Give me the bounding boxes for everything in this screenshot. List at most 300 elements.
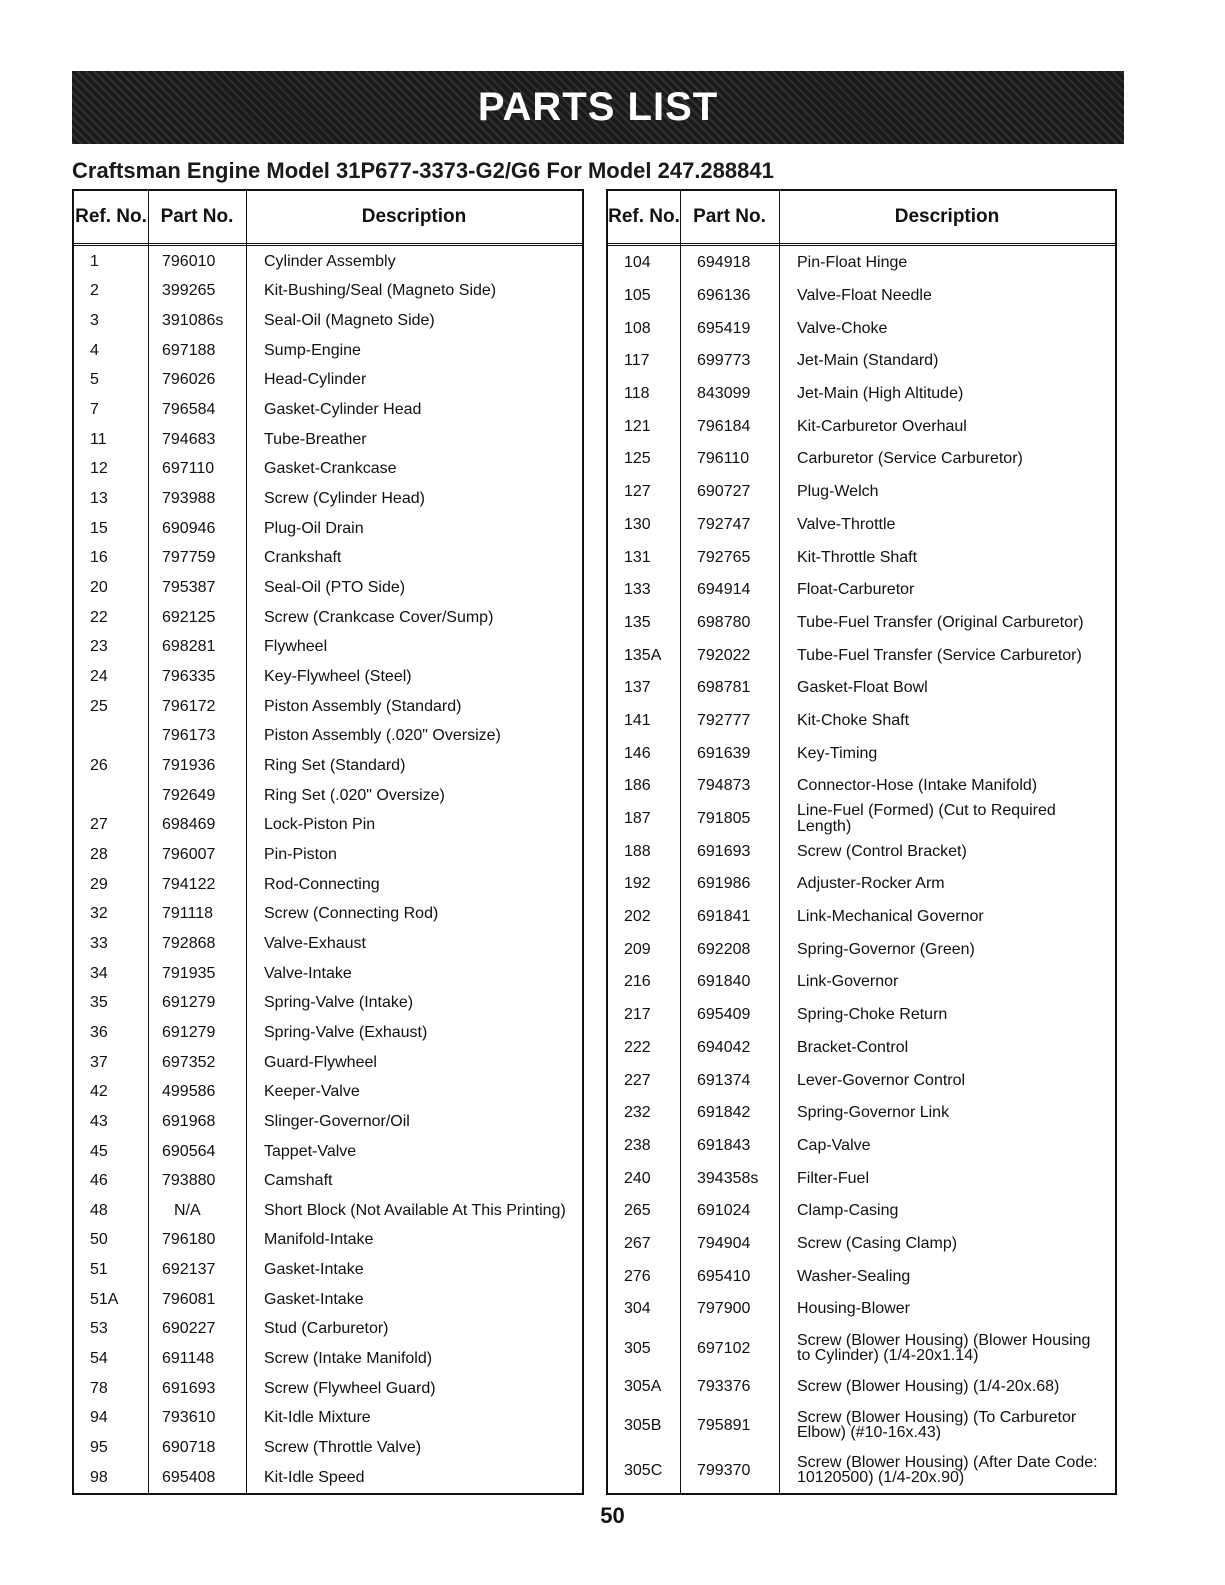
ref-cell: 125 bbox=[624, 450, 651, 468]
table-row bbox=[74, 548, 582, 568]
part-no-cell: 695409 bbox=[697, 1006, 751, 1024]
part-no-cell: 698780 bbox=[697, 613, 751, 631]
description-cell: Kit-Choke Shaft bbox=[797, 711, 910, 729]
table-row bbox=[608, 1169, 1115, 1189]
ref-cell: 45 bbox=[90, 1142, 108, 1160]
part-no-cell: 793988 bbox=[162, 490, 216, 508]
table-row bbox=[608, 776, 1115, 796]
part-no-cell: 499586 bbox=[162, 1083, 216, 1101]
part-no-cell: 694914 bbox=[697, 581, 751, 599]
table-row bbox=[74, 281, 582, 301]
part-no-cell: 691024 bbox=[697, 1202, 751, 1220]
table-row bbox=[74, 964, 582, 984]
description-cell: Gasket-Float Bowl bbox=[797, 679, 928, 697]
description-cell: Carburetor (Service Carburetor) bbox=[797, 450, 1023, 468]
part-no-cell: 696136 bbox=[697, 287, 751, 305]
part-no-cell: 394358s bbox=[697, 1169, 759, 1187]
ref-cell: 32 bbox=[90, 905, 108, 923]
part-no-cell: 792777 bbox=[697, 711, 751, 729]
ref-cell: 216 bbox=[624, 973, 651, 991]
table-row bbox=[608, 1005, 1115, 1025]
ref-cell: 48 bbox=[90, 1201, 108, 1219]
description-cell: Kit-Idle Speed bbox=[264, 1468, 365, 1486]
table-row bbox=[608, 1038, 1115, 1058]
part-no-cell: 796184 bbox=[697, 417, 751, 435]
table-row bbox=[74, 637, 582, 657]
description-cell: Valve-Choke bbox=[797, 319, 888, 337]
ref-cell: 192 bbox=[624, 875, 651, 893]
ref-cell: 1 bbox=[90, 252, 99, 270]
part-no-cell: 691693 bbox=[162, 1379, 216, 1397]
table-row bbox=[608, 1103, 1115, 1123]
description-cell: Rod-Connecting bbox=[264, 875, 380, 893]
description-cell: Float-Carburetor bbox=[797, 581, 915, 599]
table-row bbox=[74, 1230, 582, 1250]
ref-cell: 29 bbox=[90, 875, 108, 893]
ref-cell: 23 bbox=[90, 638, 108, 656]
ref-cell: 24 bbox=[90, 668, 108, 686]
ref-cell: 305B bbox=[624, 1416, 662, 1434]
part-no-cell: 796172 bbox=[162, 697, 216, 715]
ref-cell: 53 bbox=[90, 1320, 108, 1338]
table-row bbox=[74, 1053, 582, 1073]
description-cell: Screw (Throttle Valve) bbox=[264, 1439, 422, 1457]
description-cell: Jet-Main (High Altitude) bbox=[797, 385, 964, 403]
description-cell: Screw (Casing Clamp) bbox=[797, 1234, 958, 1252]
description-cell: Screw (Connecting Rod) bbox=[264, 905, 439, 923]
table-row bbox=[608, 580, 1115, 600]
ref-cell: 127 bbox=[624, 483, 651, 501]
ref-cell: 305 bbox=[624, 1339, 651, 1357]
ref-cell: 4 bbox=[90, 341, 99, 359]
description-cell: Cap-Valve bbox=[797, 1136, 871, 1154]
table-row bbox=[608, 1299, 1115, 1319]
part-no-cell: 690946 bbox=[162, 519, 216, 537]
table-row bbox=[74, 726, 582, 746]
description-cell: Gasket-Crankcase bbox=[264, 460, 397, 478]
part-no-cell: 794683 bbox=[162, 430, 216, 448]
description-cell: Key-Flywheel (Steel) bbox=[264, 668, 412, 686]
ref-cell: 13 bbox=[90, 490, 108, 508]
page-number: 50 bbox=[600, 1503, 625, 1528]
ref-cell: 94 bbox=[90, 1409, 108, 1427]
table-row bbox=[608, 1332, 1115, 1364]
description-cell: Gasket-Intake bbox=[264, 1261, 364, 1279]
ref-cell: 118 bbox=[624, 385, 650, 403]
table-row bbox=[608, 384, 1115, 404]
table-row bbox=[74, 904, 582, 924]
ref-cell: 187 bbox=[624, 810, 651, 828]
ref-cell: 104 bbox=[624, 254, 651, 272]
part-no-cell: 843099 bbox=[697, 385, 751, 403]
part-no-cell: 793610 bbox=[162, 1409, 216, 1427]
table-row bbox=[608, 351, 1115, 371]
part-no-cell: 692125 bbox=[162, 608, 216, 626]
table-body-left bbox=[74, 247, 582, 1493]
table-row bbox=[608, 548, 1115, 568]
header-part-no: Part No. bbox=[160, 206, 234, 227]
description-cell: Adjuster-Rocker Arm bbox=[797, 875, 945, 893]
table-row bbox=[74, 667, 582, 687]
table-row bbox=[74, 1349, 582, 1369]
part-no-cell: 791118 bbox=[162, 905, 214, 923]
description-cell: Spring-Choke Return bbox=[797, 1006, 948, 1024]
table-row bbox=[74, 311, 582, 331]
description-cell: Connector-Hose (Intake Manifold) bbox=[797, 777, 1038, 795]
description-cell: Spring-Governor Link bbox=[797, 1104, 950, 1122]
parts-table-right bbox=[606, 189, 1117, 1495]
ref-cell: 42 bbox=[90, 1083, 108, 1101]
description-cell: Lever-Governor Control bbox=[797, 1071, 966, 1089]
ref-cell: 11 bbox=[90, 430, 107, 448]
part-no-cell: 796081 bbox=[162, 1290, 216, 1308]
table-row bbox=[74, 993, 582, 1013]
table-row bbox=[74, 1112, 582, 1132]
table-row bbox=[608, 842, 1115, 862]
ref-cell: 217 bbox=[624, 1006, 651, 1024]
table-row bbox=[608, 874, 1115, 894]
description-cell: Screw (Blower Housing) (To Carburetor Elbow) (#10-16x.43) bbox=[797, 1409, 1077, 1442]
part-no-cell: 793880 bbox=[162, 1172, 216, 1190]
header-description: Description bbox=[894, 206, 1000, 227]
part-no-cell: 697188 bbox=[162, 341, 216, 359]
part-no-cell: 797900 bbox=[697, 1300, 751, 1318]
ref-cell: 27 bbox=[90, 816, 108, 834]
table-row bbox=[74, 1171, 582, 1191]
description-cell: Short Block (Not Available At This Printing) bbox=[264, 1201, 566, 1219]
table-body-right bbox=[608, 247, 1115, 1493]
table-row bbox=[74, 845, 582, 865]
ref-cell: 137 bbox=[624, 679, 651, 697]
description-cell: Screw (Cylinder Head) bbox=[264, 490, 425, 508]
ref-cell: 305C bbox=[624, 1461, 663, 1479]
description-cell: Kit-Carburetor Overhaul bbox=[797, 417, 967, 435]
table-row bbox=[74, 815, 582, 835]
ref-cell: 2 bbox=[90, 282, 99, 300]
part-no-cell: 792868 bbox=[162, 934, 216, 952]
part-no-cell: 690718 bbox=[162, 1439, 216, 1457]
table-row bbox=[608, 1377, 1115, 1397]
part-no-cell: 697102 bbox=[697, 1339, 751, 1357]
description-cell: Valve-Throttle bbox=[797, 515, 896, 533]
table-header bbox=[608, 191, 1115, 246]
part-no-cell: 796335 bbox=[162, 668, 216, 686]
table-row bbox=[74, 341, 582, 361]
description-cell: Washer-Sealing bbox=[797, 1267, 911, 1285]
parts-table-left bbox=[72, 189, 584, 1495]
parts-list-banner bbox=[72, 71, 1124, 144]
description-cell: Bracket-Control bbox=[797, 1038, 909, 1056]
table-row bbox=[608, 678, 1115, 698]
ref-cell: 238 bbox=[624, 1136, 651, 1154]
table-row bbox=[74, 1379, 582, 1399]
part-no-cell: 697110 bbox=[162, 460, 215, 478]
part-no-cell: 399265 bbox=[162, 282, 216, 300]
ref-cell: 267 bbox=[624, 1234, 651, 1252]
ref-cell: 135 bbox=[624, 613, 651, 631]
header-ref-no: Ref. No. bbox=[608, 206, 680, 227]
description-cell: Sump-Engine bbox=[264, 341, 361, 359]
description-cell: Valve-Float Needle bbox=[797, 287, 932, 305]
part-no-cell: 691986 bbox=[697, 875, 751, 893]
description-cell: Screw (Crankcase Cover/Sump) bbox=[264, 608, 494, 626]
description-cell: Camshaft bbox=[264, 1172, 333, 1190]
description-cell: Kit-Bushing/Seal (Magneto Side) bbox=[264, 282, 497, 300]
description-cell: Stud (Carburetor) bbox=[264, 1320, 389, 1338]
ref-cell: 130 bbox=[624, 515, 651, 533]
part-no-cell: 791936 bbox=[162, 756, 216, 774]
description-cell: Crankshaft bbox=[264, 549, 342, 567]
description-cell: Filter-Fuel bbox=[797, 1169, 870, 1187]
part-no-cell: 796010 bbox=[162, 252, 216, 270]
ref-cell: 46 bbox=[90, 1172, 108, 1190]
description-cell: Jet-Main (Standard) bbox=[797, 352, 939, 370]
table-row bbox=[608, 802, 1115, 836]
table-row bbox=[74, 430, 582, 450]
description-cell: Link-Mechanical Governor bbox=[797, 908, 984, 926]
part-no-cell: 691968 bbox=[162, 1112, 216, 1130]
description-cell: Screw (Blower Housing) (Blower Housing to Cylinder) (1/4-20x1.14) bbox=[797, 1332, 1091, 1365]
ref-cell: 15 bbox=[90, 519, 108, 537]
description-cell: Flywheel bbox=[264, 638, 328, 656]
table-row bbox=[74, 519, 582, 539]
ref-cell: 117 bbox=[624, 352, 650, 370]
description-cell: Lock-Piston Pin bbox=[264, 816, 376, 834]
ref-cell: 54 bbox=[90, 1350, 108, 1368]
ref-cell: 227 bbox=[624, 1071, 651, 1089]
description-cell: Gasket-Cylinder Head bbox=[264, 401, 422, 419]
part-no-cell: 795891 bbox=[697, 1416, 751, 1434]
description-cell: Tube-Fuel Transfer (Service Carburetor) bbox=[797, 646, 1082, 664]
part-no-cell: 796026 bbox=[162, 371, 216, 389]
part-no-cell: 391086s bbox=[162, 312, 224, 330]
ref-cell: 20 bbox=[90, 579, 108, 597]
ref-cell: 305A bbox=[624, 1377, 662, 1395]
ref-cell: 141 bbox=[624, 711, 651, 729]
table-row bbox=[608, 253, 1115, 273]
part-no-cell: 691693 bbox=[697, 842, 751, 860]
ref-cell: 34 bbox=[90, 964, 108, 982]
description-cell: Tube-Fuel Transfer (Original Carburetor) bbox=[797, 613, 1084, 631]
part-no-cell: 690564 bbox=[162, 1142, 216, 1160]
header-ref-no: Ref. No. bbox=[75, 206, 147, 227]
description-cell: Kit-Throttle Shaft bbox=[797, 548, 918, 566]
part-no-cell: 690727 bbox=[697, 483, 751, 501]
description-cell: Piston Assembly (Standard) bbox=[264, 697, 462, 715]
table-row bbox=[74, 608, 582, 628]
ref-cell: 7 bbox=[90, 401, 99, 419]
table-row bbox=[74, 459, 582, 479]
part-no-cell: 691148 bbox=[162, 1350, 215, 1368]
part-no-cell: 695419 bbox=[697, 319, 751, 337]
part-no-cell: 692137 bbox=[162, 1261, 216, 1279]
table-row bbox=[608, 482, 1115, 502]
ref-cell: 51 bbox=[90, 1261, 108, 1279]
part-no-cell: 694918 bbox=[697, 254, 751, 272]
part-no-cell: 691279 bbox=[162, 994, 216, 1012]
description-cell: Head-Cylinder bbox=[264, 371, 367, 389]
table-row bbox=[608, 1071, 1115, 1091]
table-row bbox=[608, 1454, 1115, 1486]
ref-cell: 12 bbox=[90, 460, 108, 478]
description-cell: Screw (Blower Housing) (After Date Code: 10120500) (1/4-20x.90) bbox=[797, 1454, 1098, 1487]
table-row bbox=[74, 875, 582, 895]
table-row bbox=[74, 489, 582, 509]
part-no-cell: 796110 bbox=[697, 450, 750, 468]
ref-cell: 22 bbox=[90, 608, 108, 626]
ref-cell: 146 bbox=[624, 744, 651, 762]
table-row bbox=[608, 613, 1115, 633]
part-no-cell: 794873 bbox=[697, 777, 751, 795]
part-no-cell: 691279 bbox=[162, 1023, 216, 1041]
part-no-cell: 792765 bbox=[697, 548, 751, 566]
table-row bbox=[608, 1267, 1115, 1287]
table-row bbox=[608, 646, 1115, 666]
table-row bbox=[608, 1201, 1115, 1221]
description-cell: Keeper-Valve bbox=[264, 1083, 360, 1101]
ref-cell: 108 bbox=[624, 319, 651, 337]
part-no-cell: 691840 bbox=[697, 973, 751, 991]
ref-cell: 35 bbox=[90, 994, 108, 1012]
table-row bbox=[74, 756, 582, 776]
table-row bbox=[608, 286, 1115, 306]
ref-cell: 50 bbox=[90, 1231, 108, 1249]
description-cell: Seal-Oil (PTO Side) bbox=[264, 579, 406, 597]
ref-cell: 3 bbox=[90, 312, 99, 330]
table-row bbox=[608, 711, 1115, 731]
ref-cell: 33 bbox=[90, 934, 108, 952]
part-no-cell: 691374 bbox=[697, 1071, 751, 1089]
ref-cell: 16 bbox=[90, 549, 108, 567]
description-cell: Ring Set (.020" Oversize) bbox=[264, 786, 445, 804]
part-no-cell: 691843 bbox=[697, 1136, 751, 1154]
part-no-cell: 799370 bbox=[697, 1461, 751, 1479]
ref-cell: 202 bbox=[624, 908, 651, 926]
part-no-cell: 796180 bbox=[162, 1231, 216, 1249]
table-row bbox=[74, 1408, 582, 1428]
table-row bbox=[74, 934, 582, 954]
description-cell: Pin-Float Hinge bbox=[797, 254, 908, 272]
ref-cell: 232 bbox=[624, 1104, 651, 1122]
description-cell: Screw (Flywheel Guard) bbox=[264, 1379, 436, 1397]
description-cell: Plug-Welch bbox=[797, 483, 879, 501]
page-title: PARTS LIST bbox=[477, 85, 719, 129]
table-row bbox=[74, 1142, 582, 1162]
table-row bbox=[74, 1201, 582, 1221]
description-cell: Tappet-Valve bbox=[264, 1142, 357, 1160]
ref-cell: 98 bbox=[90, 1468, 108, 1486]
part-no-cell: 691639 bbox=[697, 744, 751, 762]
header-description: Description bbox=[361, 206, 467, 227]
ref-cell: 5 bbox=[90, 371, 99, 389]
description-cell: Spring-Governor (Green) bbox=[797, 940, 975, 958]
description-cell: Plug-Oil Drain bbox=[264, 519, 364, 537]
table-row bbox=[608, 1409, 1115, 1441]
table-row bbox=[74, 400, 582, 420]
description-cell: Housing-Blower bbox=[797, 1300, 910, 1318]
description-cell: Spring-Valve (Intake) bbox=[264, 994, 414, 1012]
part-no-cell: 791935 bbox=[162, 964, 216, 982]
header-part-no: Part No. bbox=[693, 206, 766, 227]
part-no-cell: 691841 bbox=[697, 908, 751, 926]
part-no-cell: 791805 bbox=[697, 810, 751, 828]
ref-cell: 25 bbox=[90, 697, 108, 715]
description-cell: Slinger-Governor/Oil bbox=[264, 1112, 410, 1130]
table-row bbox=[608, 744, 1115, 764]
ref-cell: 131 bbox=[624, 548, 651, 566]
table-row bbox=[74, 786, 582, 806]
description-cell: Pin-Piston bbox=[264, 845, 337, 863]
table-row bbox=[608, 417, 1115, 437]
ref-cell: 36 bbox=[90, 1023, 108, 1041]
ref-cell: 95 bbox=[90, 1439, 108, 1457]
table-row bbox=[74, 1023, 582, 1043]
part-no-cell: 690227 bbox=[162, 1320, 216, 1338]
ref-cell: 188 bbox=[624, 842, 651, 860]
table-row bbox=[74, 1468, 582, 1488]
ref-cell: 121 bbox=[624, 417, 651, 435]
description-cell: Valve-Exhaust bbox=[264, 934, 366, 952]
model-subtitle: Craftsman Engine Model 31P677-3373-G2/G6 For Model 247.288841 bbox=[72, 158, 774, 183]
description-cell: Screw (Blower Housing) (1/4-20x.68) bbox=[797, 1377, 1060, 1395]
part-no-cell: 698281 bbox=[162, 638, 216, 656]
ref-cell: 105 bbox=[624, 287, 651, 305]
part-no-cell: 698781 bbox=[697, 679, 751, 697]
ref-cell: 135A bbox=[624, 646, 662, 664]
ref-cell: 304 bbox=[624, 1300, 651, 1318]
ref-cell: 37 bbox=[90, 1053, 108, 1071]
table-row bbox=[74, 252, 582, 272]
table-row bbox=[74, 578, 582, 598]
part-no-cell: 796584 bbox=[162, 401, 216, 419]
part-no-cell: 695408 bbox=[162, 1468, 216, 1486]
ref-cell: 26 bbox=[90, 756, 108, 774]
ref-cell: 78 bbox=[90, 1379, 108, 1397]
part-no-cell: 796007 bbox=[162, 845, 216, 863]
ref-cell: 51A bbox=[90, 1290, 119, 1308]
table-row bbox=[608, 1136, 1115, 1156]
description-cell: Valve-Intake bbox=[264, 964, 352, 982]
table-row bbox=[74, 1260, 582, 1280]
description-cell: Kit-Idle Mixture bbox=[264, 1409, 371, 1427]
part-no-cell: 792022 bbox=[697, 646, 751, 664]
part-no-cell: N/A bbox=[174, 1201, 201, 1219]
table-row bbox=[608, 449, 1115, 469]
description-cell: Screw (Intake Manifold) bbox=[264, 1350, 433, 1368]
part-no-cell: 695410 bbox=[697, 1267, 751, 1285]
table-row bbox=[74, 1319, 582, 1339]
table-row bbox=[608, 940, 1115, 960]
part-no-cell: 792747 bbox=[697, 515, 751, 533]
description-cell: Link-Governor bbox=[797, 973, 899, 991]
ref-cell: 186 bbox=[624, 777, 651, 795]
part-no-cell: 698469 bbox=[162, 816, 216, 834]
description-cell: Line-Fuel (Formed) (Cut to Required Length) bbox=[797, 802, 1056, 836]
part-no-cell: 692208 bbox=[697, 940, 751, 958]
ref-cell: 265 bbox=[624, 1202, 651, 1220]
description-cell: Manifold-Intake bbox=[264, 1231, 374, 1249]
ref-cell: 28 bbox=[90, 845, 108, 863]
table-row bbox=[608, 1234, 1115, 1254]
description-cell: Piston Assembly (.020" Oversize) bbox=[264, 727, 501, 745]
part-no-cell: 691842 bbox=[697, 1104, 751, 1122]
description-cell: Tube-Breather bbox=[264, 430, 367, 448]
part-no-cell: 793376 bbox=[697, 1377, 751, 1395]
table-row bbox=[74, 1290, 582, 1310]
part-no-cell: 797759 bbox=[162, 549, 216, 567]
part-no-cell: 694042 bbox=[697, 1038, 751, 1056]
ref-cell: 276 bbox=[624, 1267, 651, 1285]
